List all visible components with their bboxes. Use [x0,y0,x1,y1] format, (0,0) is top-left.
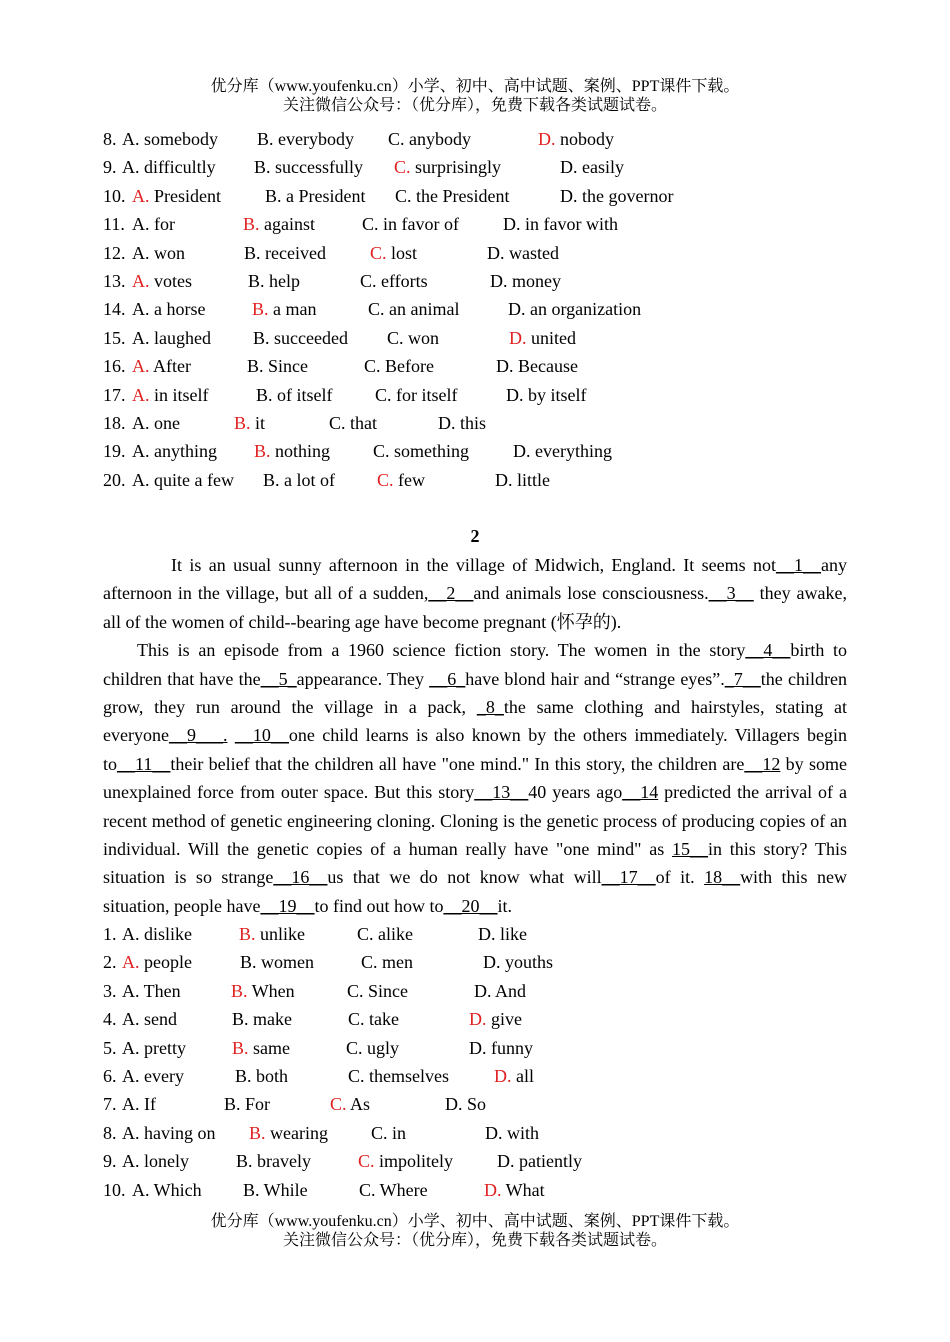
option-c-answer: C. lost [370,242,418,263]
option-d: D. with [485,1122,539,1143]
option-c: C. ugly [346,1037,400,1058]
option-a-answer: A. votes [132,270,192,291]
page-header [0,77,950,115]
blank-5[interactable]: __5_ [260,668,297,689]
blank-20[interactable]: __20__ [443,895,498,916]
option-d: D. wasted [487,242,559,263]
question-number: 7. [103,1094,117,1115]
blank-15[interactable]: 15__ [672,839,708,860]
option-c: C. won [387,327,440,348]
page-footer [0,1212,950,1250]
option-row [103,409,863,437]
option-a: A. laughed [132,327,211,348]
question-number: 20. [103,469,126,490]
option-a: A. pretty [122,1037,186,1058]
option-row [103,1034,863,1062]
header-line-2: 关注微信公众号：（优分库），免费下载各类试题试卷。 [282,97,667,114]
option-b-answer: B. When [231,980,295,1001]
question-number: 1. [103,924,117,944]
blank-2[interactable]: __2__ [428,583,474,604]
option-row [103,267,863,295]
option-row [103,948,863,976]
option-b: B. both [235,1065,289,1086]
option-a: A. somebody [122,129,218,149]
option-c: C. Where [359,1179,428,1200]
option-d-answer: D. all [494,1065,534,1086]
option-b-answer: B. same [232,1037,290,1058]
option-b-answer: B. wearing [249,1122,328,1143]
option-a: A. for [132,214,175,235]
option-c: C. an animal [368,299,460,320]
question-number: 4. [103,1009,117,1030]
blank-7[interactable]: _7__ [724,668,761,689]
option-d: D. by itself [506,384,587,405]
blank-14[interactable]: __14 [622,782,659,803]
section1-options [103,125,863,494]
option-a-answer: A. President [132,185,221,206]
option-row [103,920,863,948]
option-c: C. efforts [360,270,428,291]
option-d: D. in favor with [503,214,618,235]
option-c: C. that [329,412,377,433]
option-c: C. men [361,952,413,973]
option-c: C. alike [357,924,413,944]
option-row [103,1176,863,1204]
option-b: B. everybody [257,129,354,149]
question-number: 6. [103,1065,117,1086]
option-b: B. succeeded [253,327,348,348]
option-a: A. a horse [132,299,206,320]
option-a: A. one [132,412,180,433]
option-row [103,182,863,210]
option-c: C. something [373,441,470,462]
option-b-answer: B. unlike [239,924,306,944]
option-a-answer: A. After [132,356,191,377]
option-b: B. a lot of [263,469,335,490]
option-b-answer: B. it [234,412,266,433]
question-number: 2. [103,952,117,973]
option-c-answer: C. surprisingly [394,157,502,178]
blank-4[interactable]: __4__ [745,640,791,661]
question-number: 8. [103,1122,117,1143]
option-row [103,466,863,494]
option-c: C. themselves [348,1065,449,1086]
option-d-answer: D. What [484,1179,545,1200]
blank-13[interactable]: __13__ [474,782,529,803]
option-row [103,1005,863,1033]
question-number: 10. [103,1179,126,1200]
option-a: A. If [122,1094,156,1115]
option-b: B. received [244,242,326,263]
blank-17[interactable]: __17__ [601,867,656,888]
question-number: 18. [103,412,126,433]
option-c: C. in [371,1122,407,1143]
option-c: C. Before [364,356,434,377]
passage-paragraph-2: This is an episode from a 1960 science fiction story. The women in the story__4__birth to children that have the__5_appearance. They __6_have blond hair and “strange eyes”._7__the children grow, they run around the village in a pack, _8_the same clothing and hairstyles, stating at everyone__9___. __10__one child learns is also known by the others immediately. Villagers begin to__11__their belief that the children all have "one mind." In this story, the children are__12 by some unexplained force from outer space. But this story__13__40 years ago__14 predicted the arrival of a recent method of genetic engineering cloning. Cloning is the genetic process of producing copies of an individual. Will the genetic copies of a human really have "one mind" as 15__in this story? This situation is so strange__16__us that we do not know what will__17__of it. 18__with this new situation, people have__19__to find out how to__20__it. [103,640,848,916]
option-a: A. Then [122,980,181,1001]
header-line-1: 优分库（www.youfenku.cn）小学、初中、高中试题、案例、PPT课件下载。 [210,78,740,95]
option-c: C. take [348,1009,399,1030]
option-b: B. women [240,952,314,973]
section2-options [103,920,863,1204]
option-c: C. Since [347,980,408,1001]
section-number: 2 [470,526,480,546]
question-number: 10. [103,185,126,206]
question-number: 3. [103,980,117,1001]
option-c: C. in favor of [362,214,459,235]
option-b: B. make [232,1009,292,1030]
question-number: 9. [103,157,117,178]
question-number: 19. [103,441,126,462]
passage-paragraph-1: It is an usual sunny afternoon in the village of Midwich, England. It seems not__1__any afternoon in the village, but all of a sudden,__2__and animals lose consciousness.__3__ they awake, all of the women of child--bearing age have become pregnant (怀孕的). [103,555,847,632]
blank-18[interactable]: 18__ [704,867,741,888]
option-b-answer: B. against [243,214,316,235]
option-d: D. little [495,469,550,490]
blank-3[interactable]: __3__ [708,583,754,604]
option-d: D. youths [483,952,554,973]
option-b: B. of itself [256,384,333,405]
question-number: 15. [103,327,126,348]
blank-10[interactable]: __10__ [234,725,289,746]
blank-16[interactable]: __16__ [273,867,328,888]
option-row [103,1119,863,1147]
question-number: 11. [103,214,125,235]
option-b: B. While [243,1179,308,1200]
option-row [103,1147,863,1175]
option-d: D. everything [513,441,612,462]
option-a: A. anything [132,441,217,462]
option-d: D. Because [496,356,578,377]
option-d: D. So [445,1094,487,1115]
option-c-answer: C. few [377,469,425,490]
option-c: C. the President [395,185,510,206]
blank-9[interactable]: __9___. [168,725,228,746]
question-number: 16. [103,356,126,377]
option-row [103,295,863,323]
option-d: D. patiently [497,1151,582,1172]
option-d: D. easily [560,157,624,178]
option-row [103,153,863,181]
option-d: D. this [438,412,487,433]
option-b: B. help [248,270,300,291]
blank-6[interactable]: __6_ [429,668,466,689]
option-b: B. a President [265,185,366,206]
option-a: A. every [122,1065,184,1086]
option-d: D. funny [469,1037,533,1058]
option-c-answer: C. impolitely [358,1151,454,1172]
option-row [103,437,863,465]
blank-11[interactable]: __11__ [117,753,171,774]
option-d: D. money [490,270,561,291]
option-b: B. Since [247,356,308,377]
question-number: 13. [103,270,126,291]
blank-1[interactable]: __1__ [776,555,821,575]
option-b: B. successfully [254,157,363,178]
option-b: B. bravely [236,1151,311,1172]
question-number: 17. [103,384,126,405]
option-a-answer: A. people [122,952,192,973]
option-d: D. And [474,980,527,1001]
option-c: C. for itself [375,384,458,405]
option-c-answer: C. As [330,1094,371,1115]
option-row [103,352,863,380]
option-b: B. For [224,1094,271,1115]
option-row [103,210,863,238]
option-a: A. send [122,1009,177,1030]
footer-line-2: 关注微信公众号：（优分库），免费下载各类试题试卷。 [282,1232,667,1249]
blank-8[interactable]: _8_ [476,697,504,718]
option-d-answer: D. give [469,1009,522,1030]
option-row [103,1062,863,1090]
blank-19[interactable]: __19__ [260,895,315,916]
option-a: A. dislike [122,924,192,944]
question-number: 5. [103,1037,117,1058]
question-number: 9. [103,1151,117,1172]
option-d-answer: D. united [509,327,576,348]
option-a: A. difficultly [122,157,216,178]
option-a: A. having on [122,1122,216,1143]
option-row [103,977,863,1005]
option-b-answer: B. a man [252,299,317,320]
question-number: 8. [103,129,117,149]
option-row [103,239,863,267]
option-d: D. like [478,924,527,944]
option-a: A. won [132,242,185,263]
option-d-answer: D. nobody [538,129,614,149]
cloze-passage [103,551,847,920]
option-a: A. Which [132,1179,202,1200]
blank-12[interactable]: __12 [744,753,781,774]
option-a: A. quite a few [132,469,234,490]
option-b-answer: B. nothing [254,441,331,462]
option-a: A. lonely [122,1151,189,1172]
option-row [103,125,863,153]
option-a-answer: A. in itself [132,384,209,405]
option-c: C. anybody [388,129,471,149]
option-row [103,381,863,409]
option-d: D. an organization [508,299,642,320]
footer-line-1: 优分库（www.youfenku.cn）小学、初中、高中试题、案例、PPT课件下载。 [210,1213,740,1230]
option-d: D. the governor [560,185,674,206]
question-number: 12. [103,242,126,263]
option-row [103,324,863,352]
option-row [103,1090,863,1118]
question-number: 14. [103,299,126,320]
